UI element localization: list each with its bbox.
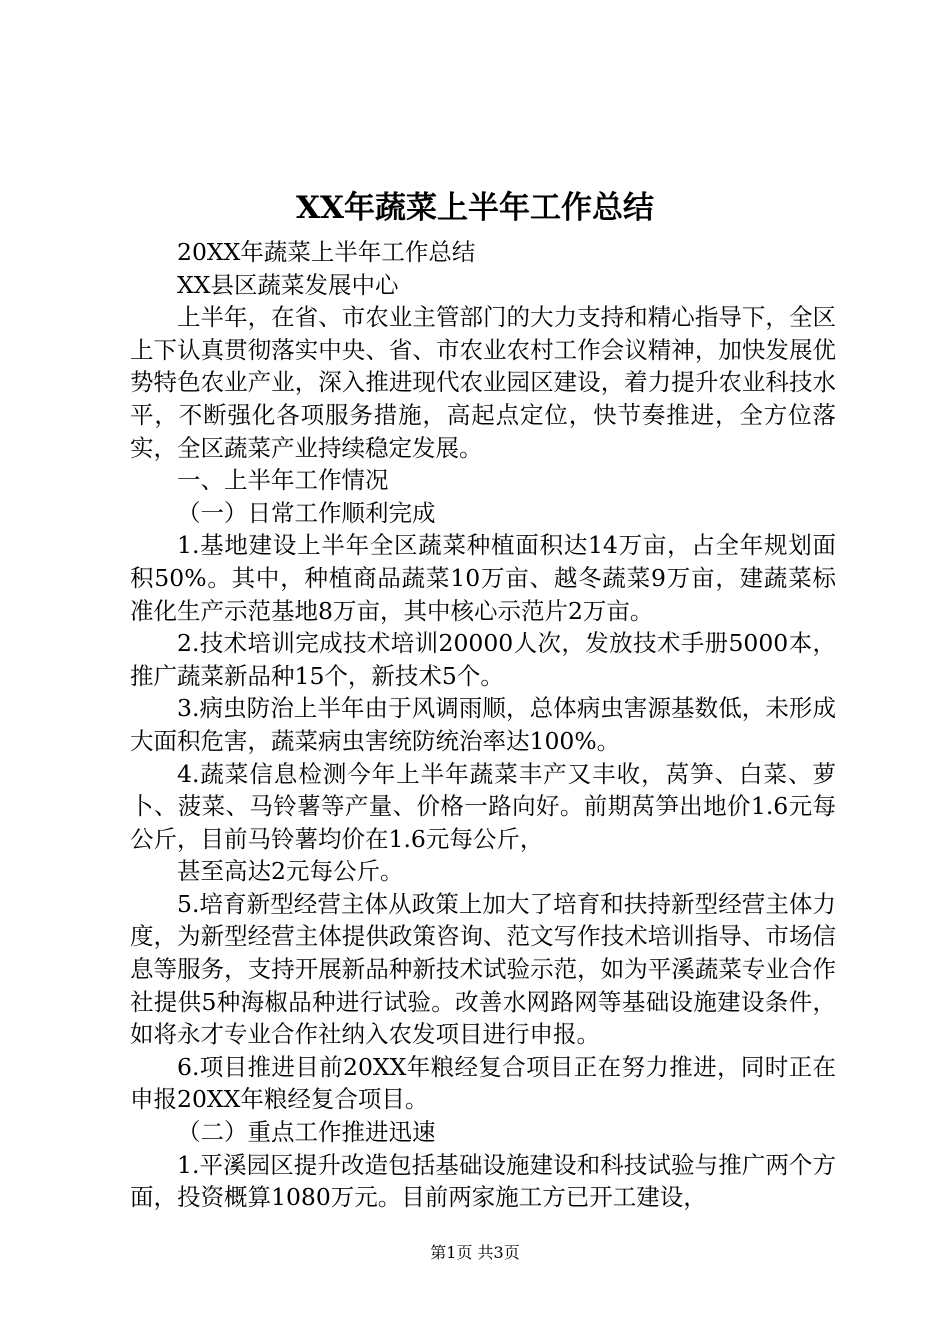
item-paragraph-base: 1.基地建设上半年全区蔬菜种植面积达14万亩，占全年规划面积50%。其中，种植商品蔬菜10万亩、越冬蔬菜9万亩，建蔬菜标准化生产示范基地8万亩，其中核心示范片2万亩。 [130,531,836,625]
intro-paragraph: 上半年，在省、市农业主管部门的大力支持和精心指导下，全区上下认真贯彻落实中央、省、市农业农村工作会议精神，加快发展优势特色农业产业，深入推进现代农业园区建设，着力提升农业科技水平，不断强化各项服务措施，高起点定位，快节奏推进，全方位落实，全区蔬菜产业持续稳定发展。 [130,303,836,462]
item-paragraph-info-cont: 甚至高达2元每公斤。 [177,857,404,886]
page-number: 第1页 共3页 [430,1243,520,1262]
section-heading-1: 一、上半年工作情况 [177,466,389,495]
item-paragraph-pest: 3.病虫防治上半年由于风调雨顺，总体病虫害源基数低，未形成大面积危害，蔬菜病虫害统防统治率达100%。 [130,694,836,755]
subtitle-paragraph: 20XX年蔬菜上半年工作总结 [177,238,476,266]
subsection-heading-1: （一）日常工作顺利完成 [177,498,436,527]
organization-paragraph: XX县区蔬菜发展中心 [177,270,399,299]
subsection-heading-2: （二）重点工作推进迅速 [177,1118,436,1147]
item-paragraph-projects: 6.项目推进目前20XX年粮经复合项目正在努力推进，同时正在申报20XX年粮经复合项目。 [130,1052,836,1114]
item-paragraph-operators: 5.培育新型经营主体从政策上加大了培育和扶持新型经营主体力度，为新型经营主体提供政策咨询、范文写作技术培训指导、市场信息等服务，支持开展新品种新技术试验示范，如为平溪蔬菜专业合作社提供5种海椒品种进行试验。改善水网路网等基础设施建设条件，如将永才专业合作社纳入农发项目进行申报。 [130,889,836,1049]
item-paragraph-park: 1.平溪园区提升改造包括基础设施建设和科技试验与推广两个方面，投资概算1080万元。目前两家施工方已开工建设， [130,1150,836,1212]
item-paragraph-info: 4.蔬菜信息检测今年上半年蔬菜丰产又丰收，莴笋、白菜、萝卜、菠菜、马铃薯等产量、价格一路向好。前期莴笋出地价1.6元每公斤，目前马铃薯均价在1.6元每公斤， [130,759,836,853]
item-paragraph-training: 2.技术培训完成技术培训20000人次，发放技术手册5000本，推广蔬菜新品种15个，新技术5个。 [130,629,836,690]
document-body [130,236,836,1214]
document-title: XX年蔬菜上半年工作总结 [295,190,655,226]
